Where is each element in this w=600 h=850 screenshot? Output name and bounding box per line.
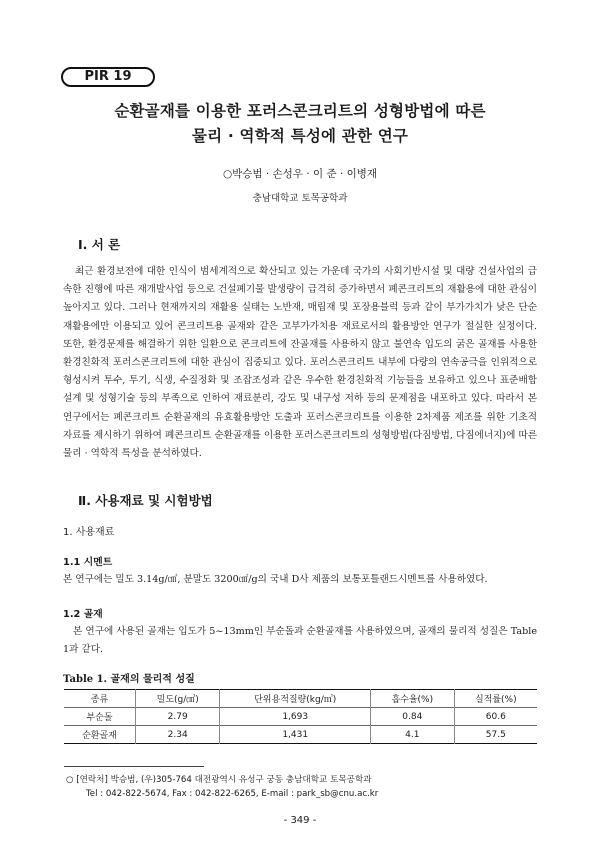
title-line-2: 물리 · 역학적 특성에 관한 연구 xyxy=(191,127,409,145)
table-header-cell: 실적률(%) xyxy=(454,690,537,708)
subsection-materials: 1. 사용재료 xyxy=(63,527,115,538)
table-header-cell: 단위용적질량(kg/㎥) xyxy=(220,690,371,708)
footnote-phone-email: Tel : 042-822-5674, Fax : 042-822-6265, E-mail : park_sb@cnu.ac.kr xyxy=(86,789,379,799)
table-cell: 57.5 xyxy=(454,726,537,744)
subsection-aggregate-heading: 1.2 골재 xyxy=(63,609,103,620)
subsection-cement-heading: 1.1 시멘트 xyxy=(63,557,113,568)
table-cell: 0.84 xyxy=(370,708,454,726)
cement-paragraph: 본 연구에는 밀도 3.14g/㎤, 분말도 3200㎠/g의 국내 D사 제품의 보통포틀랜드시멘트를 사용하였다. xyxy=(63,574,488,585)
table-header-row xyxy=(64,690,537,708)
table-header-cell: 종류 xyxy=(90,695,109,705)
page-number: - 349 - xyxy=(283,815,317,826)
paper-id-badge: PIR 19 xyxy=(61,67,155,87)
table-cell: 1,431 xyxy=(220,726,371,744)
section-2-heading: Ⅱ. 사용재료 및 시험방법 xyxy=(78,493,213,508)
table-cell: 60.6 xyxy=(454,708,537,726)
table-row xyxy=(64,726,537,744)
introduction-paragraph: 최근 환경보전에 대한 인식이 범세계적으로 확산되고 있는 가운데 국가의 사회기반시설 및 대량 건설사업의 급속한 진행에 따른 재개발사업 등으로 건설폐기물 발생량이 급격히 증가하면서 폐콘크리트의 재활용에 대한 관심이 높아지고 있다. 그러나 현재까지의 재활용 실태는 노반재, 매립재 및 포장용블럭 등과 같이 부가가치가 낮은 단순 재활용에만 이용되고 있어 콘크리트용 골재와 같은 고부가가치용 재료로서의 활용방안 연구가 절실한 실정이다. 또한, 환경문제를 해결하기 위한 일환으로 콘크리트에 잔골재를 사용하지 않고 불연속 입도의 굵은 골재를 사용한 환경친화적 포러스콘크리트에 대한 관심이 집중되고 있다. 포러스콘크리트 내부에 다량의 연속공극을 인위적으로 형성시켜 투수, 투기, 식생, 수질정화 및 조잡조성과 같은 우수한 환경친화적 기능들을 보유하고 있으나 표준배합설계 및 성형기술 등의 부족으로 인하여 재료분리, 강도 및 내구성 저하 등의 문제점을 내포하고 있다. 따라서 본 연구에서는 폐콘크리트 순환골재의 유효활용방안 도출과 포러스콘크리트를 이용한 2차제품 제조를 위한 기초적 자료를 제시하기 위하여 폐콘크리트 순환골재를 이용한 포러스콘크리트의 성형방법(다짐방법, 다짐에너지)에 따른 물리 · 역학적 특성을 분석하였다. xyxy=(63,266,537,460)
table-cell: 4.1 xyxy=(370,726,454,744)
table-cell: 1,693 xyxy=(220,708,371,726)
footnote-divider xyxy=(64,766,204,767)
table-row xyxy=(64,708,537,726)
table-header-cell: 밀도(g/㎤) xyxy=(135,690,219,708)
title-line-1: 순환골재를 이용한 포러스콘크리트의 성형방법에 따른 xyxy=(114,102,486,120)
table-1-caption: Table 1. 골재의 물리적 성질 xyxy=(63,674,195,685)
aggregate-paragraph: 본 연구에 사용된 골재는 입도가 5~13mm인 부순돌과 순환골재를 사용하였으며, 골재의 물리적 성질은 Table 1과 같다. xyxy=(63,626,537,656)
table-cell: 2.34 xyxy=(135,726,219,744)
table-cell: 부순돌 xyxy=(64,708,135,726)
table-cell: 순환골재 xyxy=(64,726,135,744)
table-header-cell: 흡수율(%) xyxy=(370,690,454,708)
affiliation: 충남대학교 토목공학과 xyxy=(252,193,348,204)
authors: ○박승범 · 손성우 · 이 준 · 이병재 xyxy=(222,168,378,180)
section-1-heading: Ⅰ. 서 론 xyxy=(78,237,121,252)
table-cell: 2.79 xyxy=(135,708,219,726)
aggregate-properties-table xyxy=(64,689,537,744)
footnote-contact: ○ [연락처] 박승범, (우)305-764 대전광역시 유성구 궁동 충남대학교 토목공학과 xyxy=(66,775,372,785)
